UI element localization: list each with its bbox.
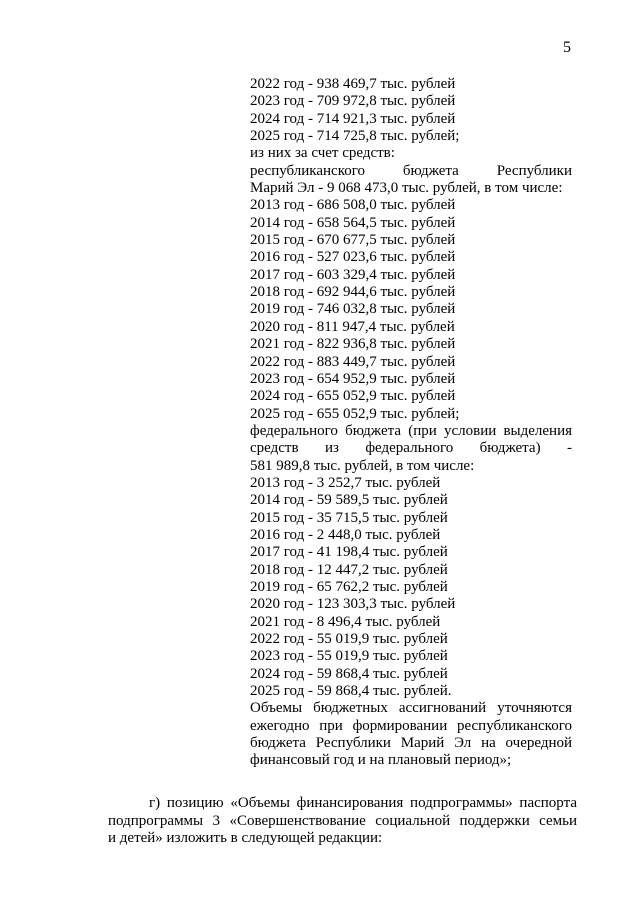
republican-year-line: 2025 год - 655 052,9 тыс. рублей; — [250, 405, 460, 422]
republican-year-line: 2015 год - 670 677,5 тыс. рублей — [250, 232, 456, 249]
federal-year-line: 2025 год - 59 868,4 тыс. рублей. — [250, 683, 452, 700]
federal-year-line: 2022 год - 55 019,9 тыс. рублей — [250, 631, 448, 647]
republican-year-line: 2017 год - 603 329,4 тыс. рублей — [250, 266, 456, 283]
republican-year-line: 2013 год - 686 508,0 тыс. рублей — [250, 197, 456, 214]
text-line: 2022 год - 938 469,7 тыс. рублей — [250, 76, 456, 92]
republican-year-line: 2014 год - 658 564,5 тыс. рублей — [250, 214, 456, 231]
financing-details-block — [250, 76, 572, 770]
federal-year-line: 2016 год - 2 448,0 тыс. рублей — [250, 526, 441, 543]
paragraph-line: подпрограммы 3 «Совершенствование социальной поддержки семьи — [108, 812, 577, 829]
federal-year-line: 2020 год - 123 303,3 тыс. рублей — [250, 596, 456, 613]
closing-line: Объемы бюджетных ассигнований уточняются — [250, 700, 572, 717]
republican-year-line: 2023 год - 654 952,9 тыс. рублей — [250, 370, 456, 387]
federal-budget-heading-cont: средств из федерального бюджета) - — [250, 440, 572, 457]
republican-year-line: 2021 год - 822 936,8 тыс. рублей — [250, 336, 456, 353]
federal-budget-heading: федерального бюджета (при условии выделения — [250, 422, 572, 439]
text-line: 2024 год - 714 921,3 тыс. рублей — [250, 110, 456, 127]
federal-year-line: 2021 год - 8 496,4 тыс. рублей — [250, 613, 441, 630]
federal-year-line: 2024 год - 59 868,4 тыс. рублей — [250, 665, 448, 682]
closing-line: финансовый год и на плановый период»; — [250, 752, 512, 769]
federal-year-line: 2019 год - 65 762,2 тыс. рублей — [250, 578, 448, 595]
amendment-paragraph — [108, 795, 577, 848]
text-line: из них за счет средств: — [250, 145, 395, 162]
republican-year-line: 2022 год - 883 449,7 тыс. рублей — [250, 353, 456, 370]
republican-year-line: 2019 год - 746 032,8 тыс. рублей — [250, 301, 456, 318]
federal-budget-total: 581 989,8 тыс. рублей, в том числе: — [250, 457, 475, 474]
text-line: 2025 год - 714 725,8 тыс. рублей; — [250, 128, 460, 145]
closing-line: бюджета Республики Марий Эл на очередной — [250, 735, 572, 752]
republican-year-line: 2020 год - 811 947,4 тыс. рублей — [250, 318, 455, 335]
text-line: 2023 год - 709 972,8 тыс. рублей — [250, 93, 456, 110]
page-number: 5 — [563, 39, 571, 56]
federal-year-line: 2023 год - 55 019,9 тыс. рублей — [250, 648, 448, 665]
closing-note — [250, 700, 572, 769]
federal-year-line: 2015 год - 35 715,5 тыс. рублей — [250, 509, 448, 526]
federal-year-line: 2018 год - 12 447,2 тыс. рублей — [250, 561, 448, 578]
paragraph-line: и детей» изложить в следующей редакции: — [108, 830, 383, 846]
republican-year-line: 2016 год - 527 023,6 тыс. рублей — [250, 249, 456, 266]
federal-year-line: 2013 год - 3 252,7 тыс. рублей — [250, 474, 441, 491]
closing-line: ежегодно при формировании республиканского — [250, 717, 572, 734]
republican-year-line: 2024 год - 655 052,9 тыс. рублей — [250, 388, 456, 405]
federal-year-line: 2017 год - 41 198,4 тыс. рублей — [250, 544, 448, 561]
federal-year-line: 2014 год - 59 589,5 тыс. рублей — [250, 492, 448, 509]
republican-budget-total: Марий Эл - 9 068 473,0 тыс. рублей, в том числе: — [250, 180, 563, 197]
republican-year-line: 2018 год - 692 944,6 тыс. рублей — [250, 284, 456, 301]
republican-budget-heading: республиканского бюджета Республики — [250, 162, 572, 179]
paragraph-line: г) позицию «Объемы финансирования подпрограммы» паспорта — [149, 795, 577, 811]
